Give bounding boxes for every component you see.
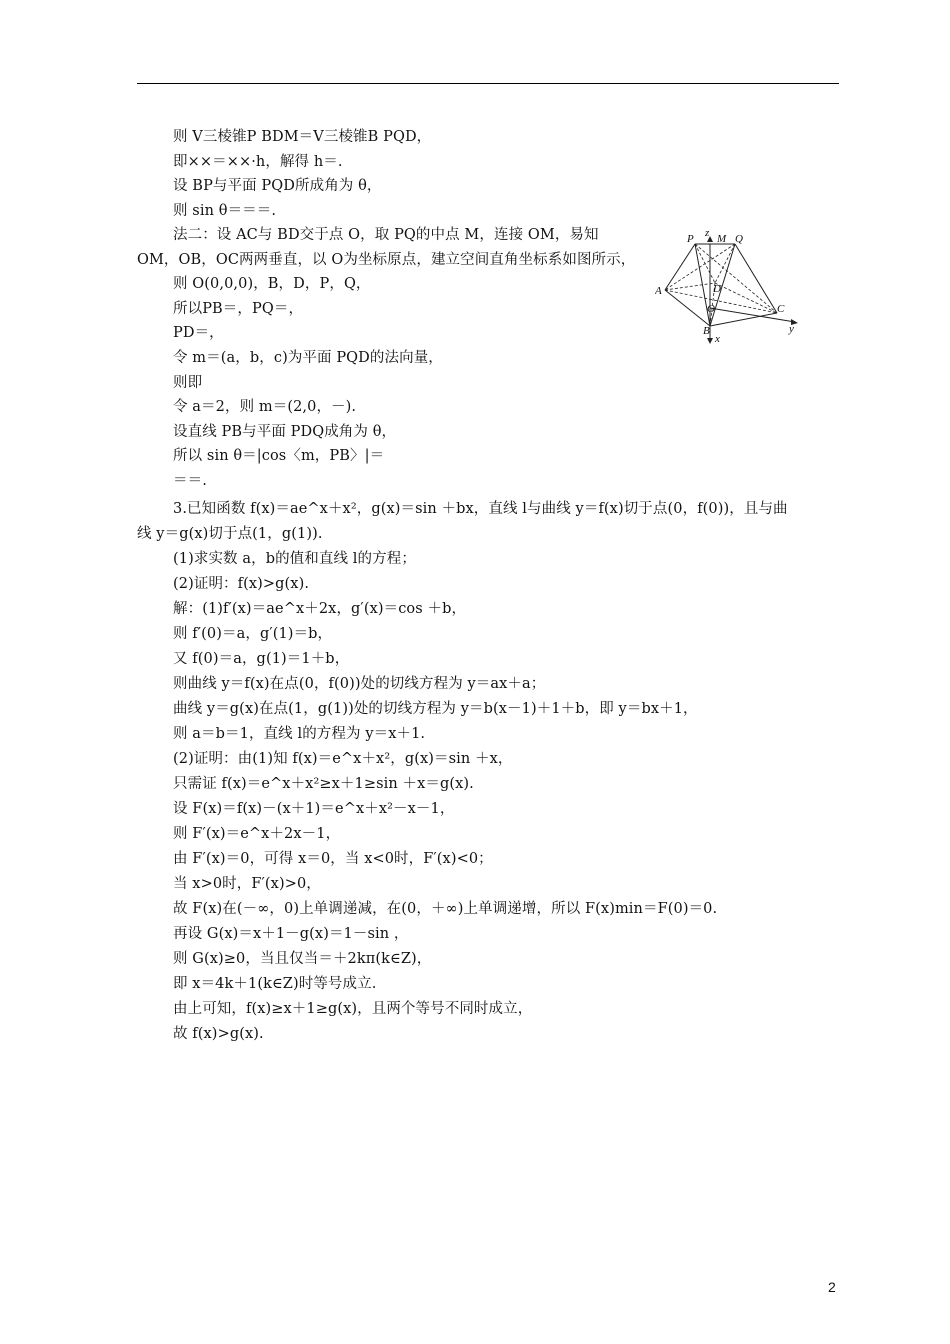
text-line: 令 a＝2，则 m＝(2,0，－). xyxy=(173,399,357,415)
text-line: 由 F′(x)＝0，可得 x＝0，当 x<0时，F′(x)<0； xyxy=(173,851,493,867)
label-c: C xyxy=(777,303,785,315)
text-line: 则 G(x)≥0，当且仅当＝＋2kπ(k∈Z)， xyxy=(173,951,432,967)
text-line: 再设 G(x)＝x＋1－g(x)＝1－sin ， xyxy=(173,926,409,942)
text-line: OM，OB，OC两两垂直，以 O为坐标原点，建立空间直角坐标系如图所示， xyxy=(137,252,636,268)
label-q: Q xyxy=(735,233,743,245)
label-d: D xyxy=(713,283,721,295)
label-p: P xyxy=(687,233,694,245)
text-line: 解：(1)f′(x)＝ae^x＋2x，g′(x)＝cos ＋b， xyxy=(173,601,467,617)
text-line: 设 F(x)＝f(x)－(x＋1)＝e^x＋x²－x－1， xyxy=(173,801,455,817)
text-line: 则曲线 y＝f(x)在点(0，f(0))处的切线方程为 y＝ax＋a； xyxy=(173,676,546,692)
label-o: O xyxy=(707,303,715,315)
text-line: 即××＝××·h，解得 h＝. xyxy=(173,154,343,170)
header-rule xyxy=(137,83,839,84)
text-line: 故 F(x)在(－∞，0)上单调递减，在(0，＋∞)上单调递增，所以 F(x)min＝F(0)＝0. xyxy=(173,901,718,917)
text-line: (1)求实数 a，b的值和直线 l的方程； xyxy=(173,551,416,567)
pyramid-diagram xyxy=(655,228,805,344)
text-line: 线 y＝g(x)切于点(1，g(1)). xyxy=(137,526,323,542)
text-line: 则 O(0,0,0)，B，D，P，Q， xyxy=(173,276,371,292)
label-x: x xyxy=(715,333,720,344)
text-line: 则 V三棱锥P BDM＝V三棱锥B PQD， xyxy=(173,129,432,145)
geometry-figure xyxy=(655,228,805,344)
text-line: 又 f(0)＝a，g(1)＝1＋b， xyxy=(173,651,350,667)
text-line: (2)证明：f(x)>g(x). xyxy=(173,576,310,592)
label-m: M xyxy=(717,233,727,245)
text-line: 则 sin θ＝＝＝. xyxy=(173,203,277,219)
text-line: 则即 xyxy=(173,375,203,391)
text-line: 所以PB＝，PQ＝， xyxy=(173,301,304,317)
text-line: 即 x＝4k＋1(k∈Z)时等号成立. xyxy=(173,976,377,992)
text-line: ＝＝. xyxy=(173,473,207,489)
text-line: 由上可知，f(x)≥x＋1≥g(x)，且两个等号不同时成立， xyxy=(173,1001,533,1017)
text-line: 故 f(x)>g(x). xyxy=(173,1026,264,1042)
text-line: 则 f′(0)＝a，g′(1)＝b， xyxy=(173,626,333,642)
label-b: B xyxy=(703,325,710,337)
text-line: 当 x>0时，F′(x)>0， xyxy=(173,876,321,892)
label-y: y xyxy=(789,323,794,335)
text-line: 设 BP与平面 PQD所成角为 θ， xyxy=(173,178,382,194)
text-line: 则 F′(x)＝e^x＋2x－1， xyxy=(173,826,341,842)
text-line: 法二：设 AC与 BD交于点 O，取 PQ的中点 M，连接 OM，易知 xyxy=(173,227,599,243)
text-line: 所以 sin θ＝|cos〈m，PB〉|＝ xyxy=(173,448,385,464)
label-a: A xyxy=(655,285,662,297)
label-z: z xyxy=(705,228,710,239)
text-line: 只需证 f(x)＝e^x＋x²≥x＋1≥sin ＋x＝g(x). xyxy=(173,776,474,792)
text-line: PD＝， xyxy=(173,325,224,341)
text-line: 令 m＝(a，b，c)为平面 PQD的法向量， xyxy=(173,350,443,366)
text-line: 3.已知函数 f(x)＝ae^x＋x²，g(x)＝sin ＋bx，直线 l与曲线 y＝f(x)切于点(0，f(0))，且与曲 xyxy=(173,501,788,517)
page-number: 2 xyxy=(828,1279,836,1295)
text-line: 则 a＝b＝1，直线 l的方程为 y＝x＋1. xyxy=(173,726,426,742)
text-line: 曲线 y＝g(x)在点(1，g(1))处的切线方程为 y＝b(x－1)＋1＋b，即 y＝bx＋1， xyxy=(173,701,698,717)
text-line: (2)证明：由(1)知 f(x)＝e^x＋x²，g(x)＝sin ＋x， xyxy=(173,751,513,767)
x-arrow-icon xyxy=(707,338,713,344)
text-line: 设直线 PB与平面 PDQ成角为 θ， xyxy=(173,424,397,440)
